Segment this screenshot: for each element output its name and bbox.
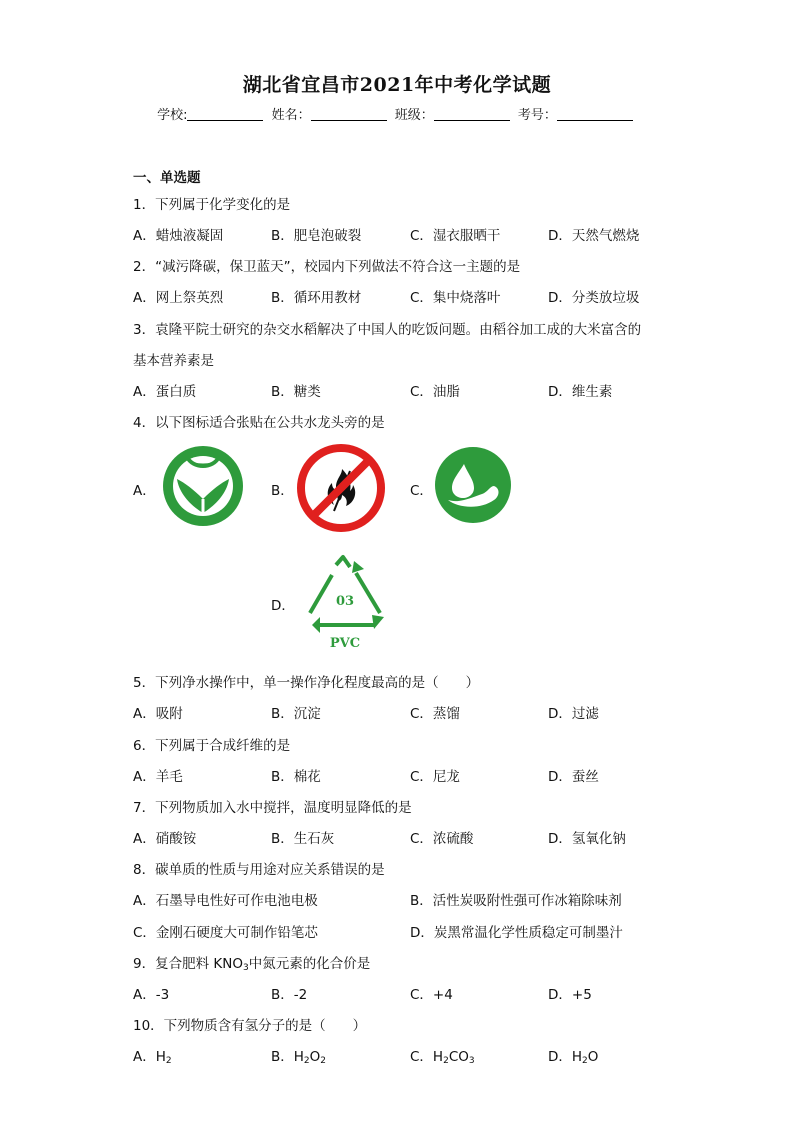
question-7-option-a[interactable]: A．硝酸铵: [133, 831, 197, 847]
question-4-stem: 4．以下图标适合张贴在公共水龙头旁的是: [133, 415, 385, 431]
question-9-subscript: 3: [242, 963, 249, 973]
question-8-option-b[interactable]: B．活性炭吸附性强可作冰箱除味剂: [410, 893, 622, 909]
section-heading: 一、单选题: [133, 170, 201, 186]
question-9-stem-part-2: 中氮元素的化合价是: [248, 956, 371, 972]
question-1-option-c[interactable]: C．湿衣服晒干: [410, 228, 501, 244]
question-3-option-d[interactable]: D．维生素: [548, 384, 613, 400]
name-label: 姓名：: [271, 108, 311, 123]
question-9-option-d[interactable]: D．+5: [548, 987, 592, 1003]
student-info-row: [0, 104, 794, 123]
question-6-option-c[interactable]: C．尼龙: [410, 769, 460, 785]
question-6-option-d[interactable]: D．蚕丝: [548, 769, 599, 785]
class-blank[interactable]: [434, 108, 510, 121]
question-3-option-a[interactable]: A．蛋白质: [133, 384, 197, 400]
exam-number-label: 考号：: [517, 108, 557, 123]
pvc-number: 03: [335, 594, 355, 609]
exam-number-blank[interactable]: [557, 108, 633, 121]
question-7-stem: 7．下列物质加入水中搅拌，温度明显降低的是: [133, 800, 412, 816]
question-4-option-a[interactable]: A．: [133, 483, 156, 499]
question-5-option-c[interactable]: C．蒸馏: [410, 706, 460, 722]
pvc-recycle-icon[interactable]: [298, 553, 392, 653]
question-1-option-a[interactable]: A．蜡烛液凝固: [133, 228, 224, 244]
question-6-option-b[interactable]: B．棉花: [271, 769, 321, 785]
question-1-option-b[interactable]: B．肥皂泡破裂: [271, 228, 362, 244]
question-4-option-c[interactable]: C．: [410, 483, 433, 499]
question-8-option-c[interactable]: C．金刚石硬度大可制作铅笔芯: [133, 925, 318, 941]
exam-title: 湖北省宜昌市2021年中考化学试题: [242, 74, 552, 96]
question-3-stem-line-2: 基本营养素是: [133, 353, 214, 369]
question-7-option-b[interactable]: B．生石灰: [271, 831, 335, 847]
question-10-option-d[interactable]: D．$H_2O$: [548, 1049, 599, 1066]
question-7-option-d[interactable]: D．氢氧化钠: [548, 831, 626, 847]
pvc-text: PVC: [329, 636, 361, 651]
question-9-stem-part-1: 9．复合肥料 KNO: [133, 956, 243, 972]
question-10-option-c-text: C．H: [410, 1049, 444, 1065]
question-1-stem: 1．下列属于化学变化的是: [133, 197, 291, 213]
question-10-option-b[interactable]: B．$H_2O_2$: [271, 1049, 327, 1066]
question-5-stem: 5．下列净水操作中，单一操作净化程度最高的是（ ）: [133, 675, 480, 691]
question-5-option-b[interactable]: B．沉淀: [271, 706, 321, 722]
question-3-option-c[interactable]: C．油脂: [410, 384, 460, 400]
question-1-option-d[interactable]: D．天然气燃烧: [548, 228, 640, 244]
question-10-option-a[interactable]: A．$H_2$: [133, 1049, 172, 1066]
question-8-option-d[interactable]: D．炭黑常温化学性质稳定可制墨汁: [410, 925, 623, 941]
question-3-stem-line-1: 3．袁隆平院士研究的杂交水稻解决了中国人的吃饭问题。由稻谷加工成的大米富含的: [133, 322, 642, 338]
school-blank[interactable]: [187, 108, 263, 121]
question-9-option-b[interactable]: B．-2: [271, 987, 308, 1003]
question-2-option-a[interactable]: A．网上祭英烈: [133, 290, 224, 306]
name-blank[interactable]: [311, 108, 387, 121]
question-10-option-d-text: D．H: [548, 1049, 583, 1065]
water-saving-icon[interactable]: [434, 446, 512, 524]
class-label: 班级：: [394, 108, 434, 123]
question-2-option-c[interactable]: C．集中烧落叶: [410, 290, 501, 306]
question-8-stem: 8．碳单质的性质与用途对应关系错误的是: [133, 862, 385, 878]
question-6-option-a[interactable]: A．羊毛: [133, 769, 183, 785]
question-10-option-b-text: B．H: [271, 1049, 304, 1065]
question-10-option-a-text: A．H: [133, 1049, 166, 1065]
question-10-stem: 10．下列物质含有氢分子的是（ ）: [133, 1018, 367, 1034]
question-5-option-a[interactable]: A．吸附: [133, 706, 183, 722]
question-4-option-d[interactable]: D．: [271, 598, 295, 614]
question-3-option-b[interactable]: B．糖类: [271, 384, 321, 400]
question-9-stem: [133, 952, 370, 973]
school-label: 学校:: [157, 108, 188, 123]
green-food-label-icon[interactable]: [162, 445, 244, 527]
question-9-option-c[interactable]: C．+4: [410, 987, 453, 1003]
question-7-option-c[interactable]: C．浓硫酸: [410, 831, 474, 847]
question-2-option-b[interactable]: B．循环用教材: [271, 290, 362, 306]
question-9-option-a[interactable]: A．-3: [133, 987, 170, 1003]
question-6-stem: 6．下列属于合成纤维的是: [133, 738, 291, 754]
no-fire-icon[interactable]: [296, 443, 386, 533]
question-2-option-d[interactable]: D．分类放垃圾: [548, 290, 640, 306]
question-2-stem: 2．“减污降碳，保卫蓝天”，校园内下列做法不符合这一主题的是: [133, 259, 521, 275]
question-10-option-c[interactable]: C．$H_2CO_3$: [410, 1049, 475, 1066]
question-5-option-d[interactable]: D．过滤: [548, 706, 599, 722]
question-8-option-a[interactable]: A．石墨导电性好可作电池电极: [133, 893, 318, 909]
question-4-option-b[interactable]: B．: [271, 483, 294, 499]
